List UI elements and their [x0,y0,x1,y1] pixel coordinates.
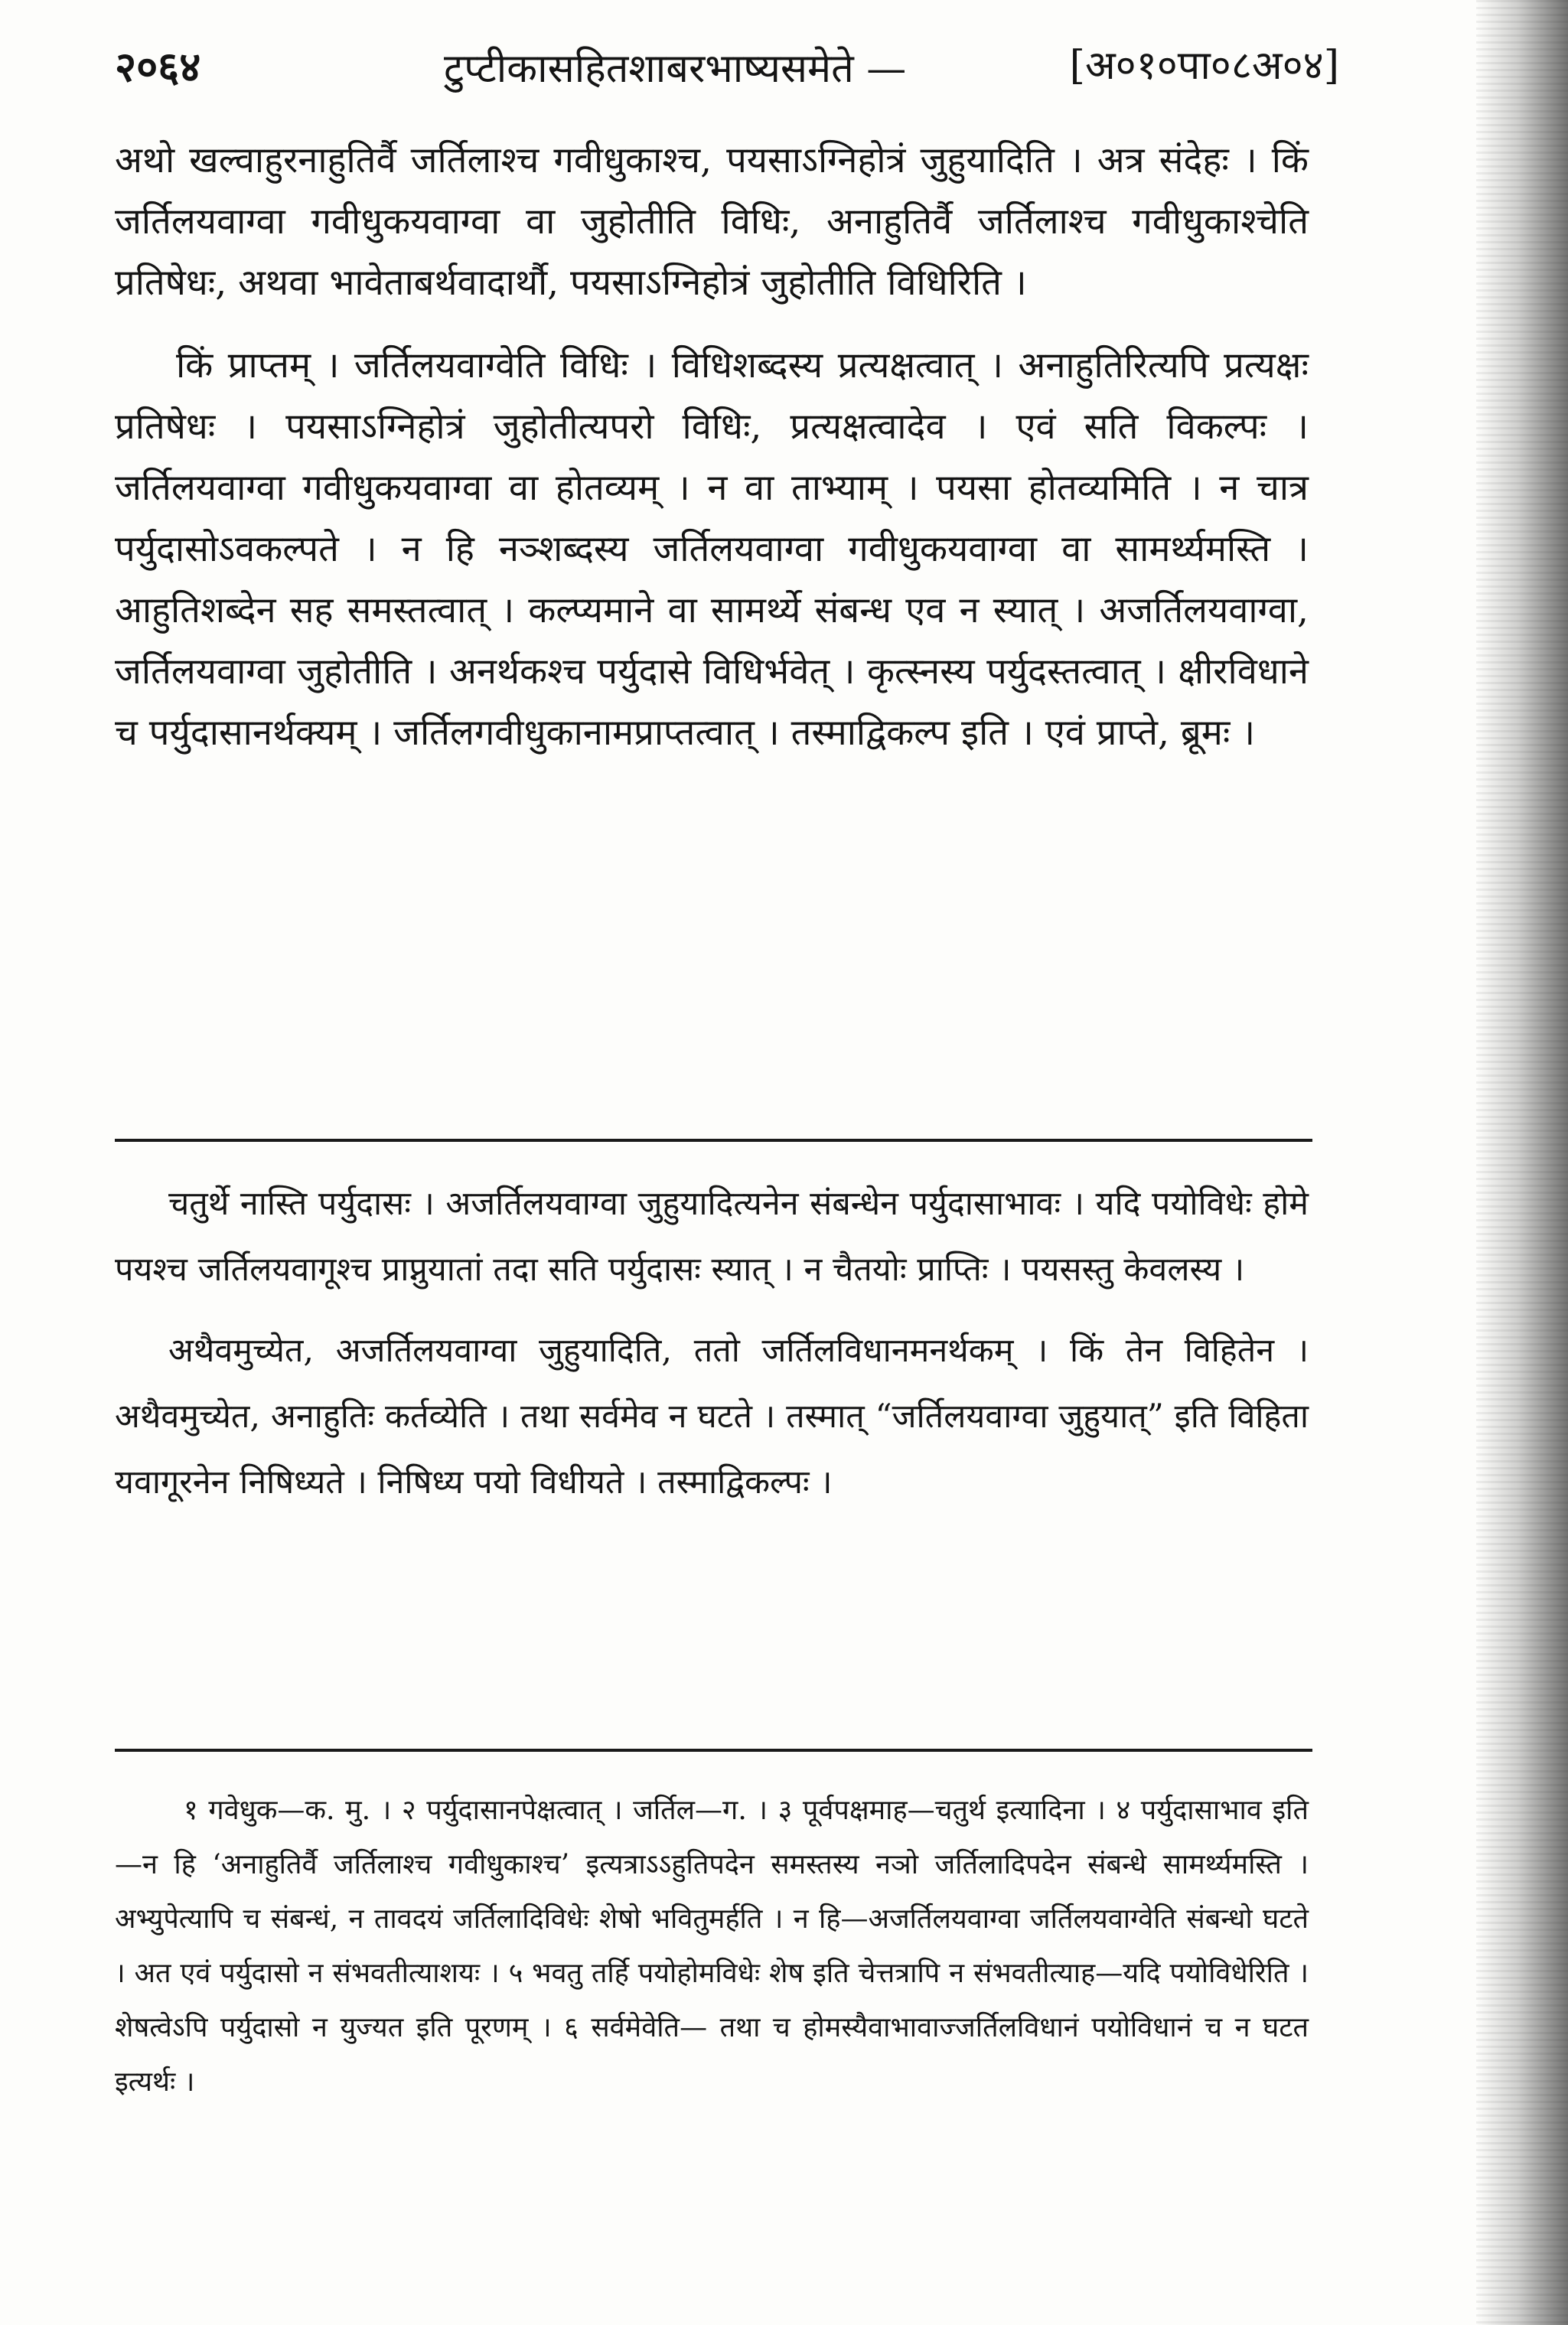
running-title: टुप्टीकासहितशाबरभाष्यसमेते — [444,46,907,92]
page-number: २०६४ [115,42,201,91]
commentary-paragraph: चतुर्थे नास्ति पर्युदासः । अजर्तिलयवाग्वा जुहुयादित्यनेन संबन्धेन पर्युदासाभावः । यदि पयोविधेः होमे पयश्च जर्तिलयवागूश्च प्राप्नुयातां तदा सति पर्युदासः स्यात् । न चैतयोः प्राप्तिः । पयसस्तु केवलस्य । [115,1185,1309,1289]
binding-edge [1476,0,1568,2325]
footnotes [115,1783,1309,2109]
main-text [115,130,1309,785]
commentary-text [115,1171,1309,1531]
divider-rule [115,1749,1312,1752]
main-paragraph: किं प्राप्तम् । जर्तिलयवाग्वेति विधिः । विधिशब्दस्य प्रत्यक्षत्वात् । अनाहुतिरित्यपि प्रत्यक्षः प्रतिषेधः । पयसाऽग्निहोत्रं जुहोतीत्यपरो विधिः, प्रत्यक्षत्वादेव । एवं सति विकल्पः । जर्तिलयवाग्वा गवीधुकयवाग्वा वा होतव्यम् । न वा ताभ्याम् । पयसा होतव्यमिति । न चात्र पर्युदासोऽवकल्पते । न हि नञ्शब्दस्य जर्तिलयवाग्वा गवीधुकयवाग्वा वा सामर्थ्यमस्ति । आहुतिशब्देन सह समस्तत्वात् । कल्प्यमाने वा सामर्थ्ये संबन्ध एव न स्यात् । अजर्तिलयवाग्वा, जर्तिलयवाग्वा जुहोतीति । अनर्थकश्च पर्युदासे विधिर्भवेत् । कृत्स्नस्य पर्युदस्तत्वात् । क्षीरविधाने च पर्युदासानर्थक्यम् । जर्तिलगवीधुकानामप्राप्तत्वात् । तस्माद्विकल्प इति । एवं प्राप्ते, ब्रूमः । [115,344,1309,754]
main-paragraph: अथो खल्वाहुरनाहुतिर्वै जर्तिलाश्च गवीधुकाश्च, पयसाऽग्निहोत्रं जुहुयादिति । अत्र संदेहः । किं जर्तिलयवाग्वा गवीधुकयवाग्वा वा जुहोतीति विधिः, अनाहुतिर्वै जर्तिलाश्च गवीधुकाश्चेति प्रतिषेधः, अथवा भावेताबर्थवादार्थौ, पयसाऽग्निहोत्रं जुहोतीति विधिरिति । [115,139,1309,304]
section-reference: [अ०१०पा०८अ०४] [1069,43,1339,89]
footnote-paragraph: १ गवेधुक—क. मु. । २ पर्युदासानपेक्षत्वात् । जर्तिल—ग. । ३ पूर्वपक्षमाह—चतुर्थ इत्यादिना । ४ पर्युदासाभाव इति—न हि ‘अनाहुतिर्वै जर्तिलाश्च गवीधुकाश्च’ इत्यत्राऽऽहुतिपदेन समस्तस्य नञो जर्तिलादिपदेन संबन्धे सामर्थ्यमस्ति । अभ्युपेत्यापि च संबन्धं, न तावदयं जर्तिलादिविधेः शेषो भवितुमर्हति । न हि—अजर्तिलयवाग्वा जर्तिलयवाग्वेति संबन्धो घटते । अत एवं पर्युदासो न संभवतीत्याशयः । ५ भवतु तर्हि पयोहोमविधेः शेष इति चेत्तत्रापि न संभवतीत्याह—यदि पयोविधेरिति । शेषत्वेऽपि पर्युदासो न युज्यत इति पूरणम् । ६ सर्वमेवेति— तथा च होमस्यैवाभावाज्जर्तिलविधानं पयोविधानं च न घटत इत्यर्थः । [115,1795,1309,2098]
divider-rule [115,1139,1312,1142]
commentary-paragraph: अथैवमुच्येत, अजर्तिलयवाग्वा जुहुयादिति, ततो जर्तिलविधानमनर्थकम् । किं तेन विहितेन । अथैवमुच्येत, अनाहुतिः कर्तव्येति । तथा सर्वमेव न घटते । तस्मात् “जर्तिलयवाग्वा जुहुयात्” इति विहिता यवागूरनेन निषिध्यते । निषिध्य पयो विधीयते । तस्माद्विकल्पः । [115,1332,1309,1502]
page-header [115,32,1339,101]
